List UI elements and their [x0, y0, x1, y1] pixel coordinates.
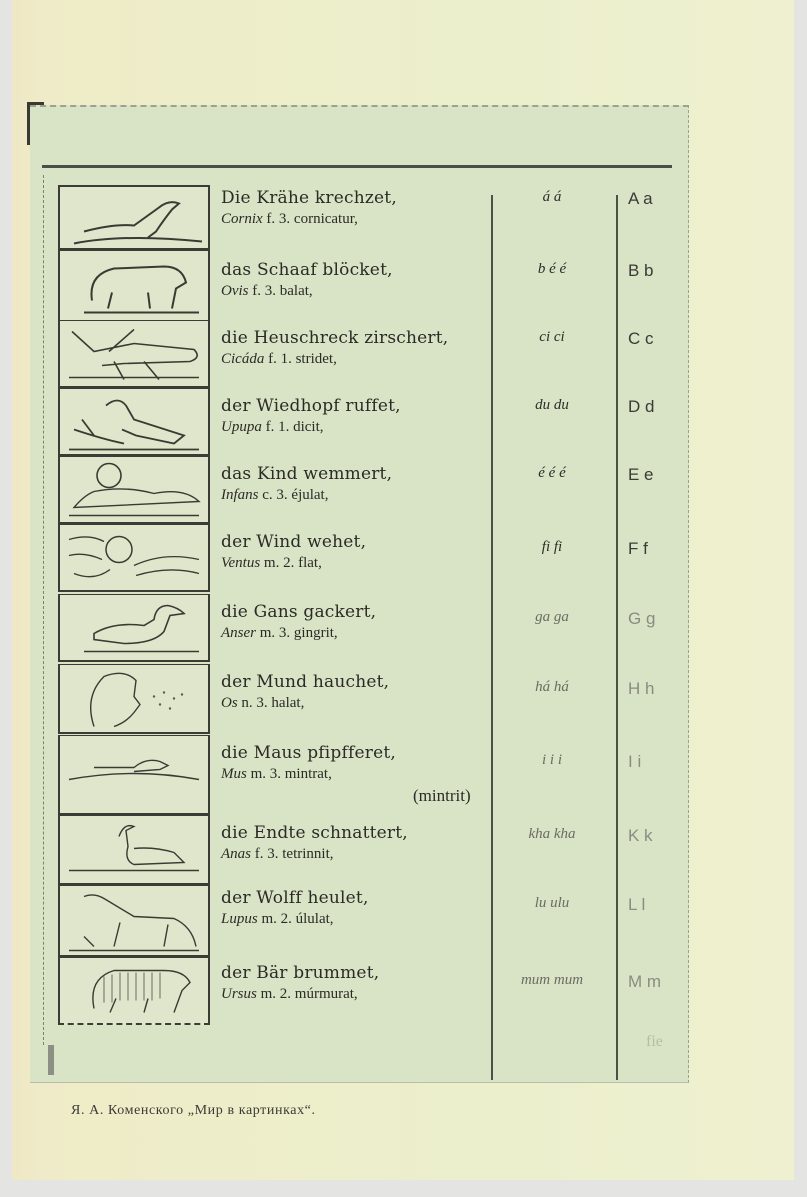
latin-phrase	[221, 623, 376, 643]
latin-noun: Upupa	[221, 419, 262, 435]
wolf-icon	[64, 886, 204, 955]
latin-noun: Ursus	[221, 986, 257, 1002]
latin-phrase	[221, 209, 397, 229]
latin-noun: Cicáda	[221, 351, 265, 367]
latin-noun: Ovis	[221, 283, 249, 299]
alphabet-letter: F f	[628, 539, 648, 558]
top-rule	[42, 165, 672, 168]
sound-syllable: ga ga	[535, 609, 569, 625]
latin-noun: Mus	[221, 766, 247, 782]
german-phrase: der Bär brummet,	[221, 963, 380, 983]
alphabet-letter: A a	[628, 189, 653, 208]
latin-noun: Os	[221, 695, 238, 711]
alphabet-letter: I i	[628, 752, 642, 771]
bear-picture	[58, 957, 210, 1025]
wind-icon	[64, 525, 204, 590]
latin-verb: n. 3. halat,	[237, 695, 305, 711]
left-rule	[43, 175, 45, 1045]
sound-syllable: há há	[535, 679, 569, 695]
latin-verb: c. 3. éjulat,	[258, 487, 329, 503]
mouse-icon	[64, 736, 204, 813]
sound-syllable: á á	[542, 189, 562, 205]
latin-phrase	[221, 693, 389, 713]
latin-phrase	[221, 844, 408, 864]
infant-picture	[58, 456, 210, 524]
sound-syllable: mum mum	[520, 972, 584, 988]
sound-syllable: ci ci	[539, 329, 565, 345]
latin-verb: f. 1. stridet,	[264, 351, 337, 367]
german-phrase: der Wiedhopf ruffet,	[221, 396, 401, 416]
duck-picture	[58, 815, 210, 885]
sound-syllable: i i i	[541, 752, 562, 768]
hoopoe-icon	[64, 389, 204, 454]
alphabet-letter: C c	[628, 329, 654, 348]
alphabet-letter: K k	[628, 826, 653, 845]
mouth-icon	[64, 665, 204, 732]
sound-syllable: du du	[535, 397, 569, 413]
latin-phrase	[221, 764, 396, 784]
alphabet-letter: G g	[628, 609, 656, 628]
plate-edge-mark	[48, 1045, 54, 1075]
german-phrase: Die Krähe krechzet,	[221, 188, 397, 208]
sound-syllable: kha kha	[528, 826, 576, 842]
latin-verb: m. 3. gingrit,	[256, 625, 338, 641]
crow-icon	[64, 187, 204, 248]
alphabet-letter: B b	[628, 261, 654, 280]
latin-phrase	[221, 909, 369, 929]
latin-phrase	[221, 485, 392, 505]
grasshopper-icon	[64, 321, 204, 386]
wind-picture	[58, 524, 210, 592]
latin-phrase	[221, 417, 401, 437]
book-page	[12, 0, 794, 1180]
german-phrase: der Wind wehet,	[221, 532, 367, 552]
sheep-picture	[58, 250, 210, 322]
sound-syllable: fi fi	[541, 539, 563, 555]
latin-phrase	[221, 281, 393, 301]
infant-icon	[64, 457, 204, 522]
latin-verb: m. 2. flat,	[260, 555, 322, 571]
german-phrase: das Kind wemmert,	[221, 464, 393, 484]
latin-noun: Anas	[221, 846, 251, 862]
goose-picture	[58, 594, 210, 662]
latin-variant: (mintrit)	[413, 786, 471, 805]
german-phrase: die Heuschreck zirschert,	[221, 328, 449, 348]
german-phrase: der Wolff heulet,	[221, 888, 369, 908]
plate-corner-mark	[27, 102, 44, 145]
german-phrase: die Gans gackert,	[221, 602, 377, 622]
latin-verb: f. 3. tetrinnit,	[251, 846, 334, 862]
latin-verb: m. 3. mintrat,	[246, 766, 332, 782]
grasshopper-picture	[58, 320, 210, 388]
hoopoe-picture	[58, 388, 210, 456]
wolf-picture	[58, 885, 210, 957]
latin-verb: m. 2. múrmurat,	[256, 986, 358, 1002]
mouth-picture	[58, 664, 210, 734]
latin-phrase	[221, 553, 366, 573]
crow-picture	[58, 185, 210, 250]
column-divider-sound	[491, 195, 493, 1080]
latin-verb: f. 3. balat,	[248, 283, 313, 299]
sound-syllable: b é é	[537, 261, 567, 277]
german-phrase: der Mund hauchet,	[221, 672, 390, 692]
latin-noun: Infans	[221, 487, 259, 503]
german-phrase: das Schaaf blöcket,	[221, 260, 393, 280]
alphabet-letter: M m	[628, 972, 662, 991]
alphabet-letter: H h	[628, 679, 655, 698]
goose-icon	[64, 595, 204, 660]
latin-phrase	[221, 349, 448, 369]
german-phrase: die Maus pfipfferet,	[221, 743, 396, 763]
duck-icon	[64, 816, 204, 883]
page-caption: Я. А. Коменского „Мир в картинках“.	[71, 1103, 316, 1118]
sheep-icon	[64, 251, 204, 320]
latin-noun: Anser	[221, 625, 256, 641]
latin-verb: f. 3. cornicatur,	[262, 211, 358, 227]
latin-phrase	[221, 984, 379, 1004]
latin-verb: f. 1. dicit,	[261, 419, 324, 435]
sound-syllable: lu ulu	[534, 895, 570, 911]
latin-verb: m. 2. úlulat,	[257, 911, 334, 927]
latin-noun: Lupus	[221, 911, 258, 927]
alphabet-letter: E e	[628, 465, 654, 484]
catchword: fie	[646, 1033, 663, 1050]
german-phrase: die Endte schnattert,	[221, 823, 408, 843]
latin-noun: Ventus	[221, 555, 261, 571]
sound-syllable: é é é	[538, 465, 566, 481]
bear-icon	[64, 958, 204, 1023]
alphabet-letter: L l	[628, 895, 646, 914]
alphabet-letter: D d	[628, 397, 655, 416]
mouse-picture	[58, 735, 210, 815]
column-divider-letter	[616, 195, 618, 1080]
latin-noun: Cornix	[221, 211, 263, 227]
